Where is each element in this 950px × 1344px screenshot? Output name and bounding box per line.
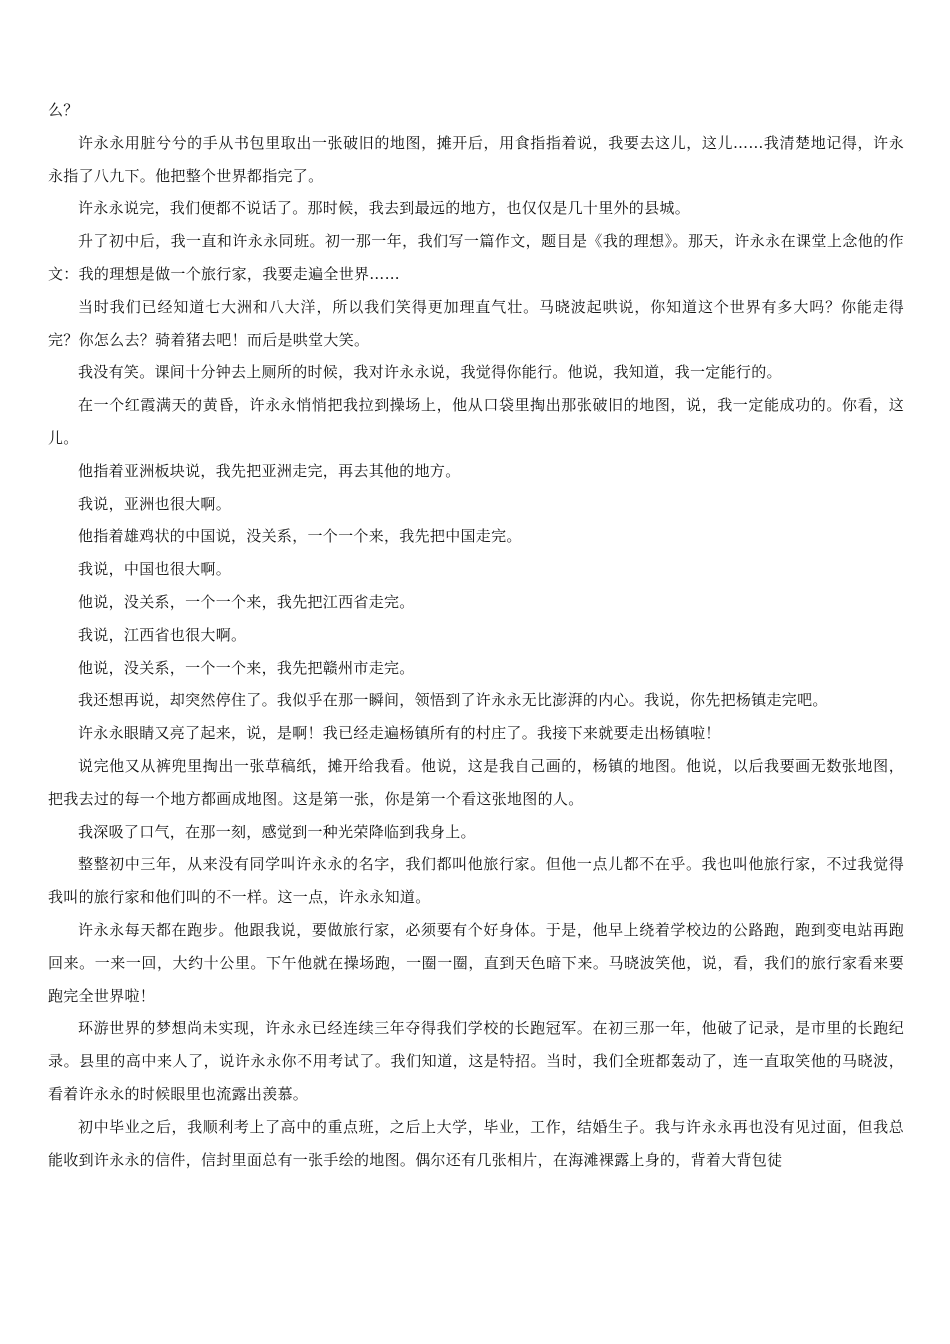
paragraph: 我说，江西省也很大啊。 <box>78 625 247 644</box>
paragraph: 他指着雄鸡状的中国说，没关系，一个一个来，我先把中国走完。 <box>78 527 522 546</box>
paragraph: 说完他又从裤兜里掏出一张草稿纸，摊开给我看。他说，这是我自己画的，杨镇的地图。他说，以后我要画无数张地图，把我去过的每一个地方都画成地图。这是第一张，你是第一个看这张地图的人。 <box>48 756 904 808</box>
paragraph: 我说，亚洲也很大啊。 <box>78 494 232 513</box>
paragraph: 在一个红霞满天的黄昏，许永永悄悄把我拉到操场上，他从口袋里掏出那张破旧的地图，说，我一定能成功的。你看，这儿。 <box>48 396 904 447</box>
paragraph: 我没有笑。课间十分钟去上厕所的时候，我对许永永说，我觉得你能行。他说，我知道，我一定能行的。 <box>78 363 782 382</box>
paragraph: 我深吸了口气，在那一刻，感觉到一种光荣降临到我身上。 <box>78 822 476 841</box>
paragraph: 许永永每天都在跑步。他跟我说，要做旅行家，必须要有个好身体。于是，他早上绕着学校边的公路跑，跑到变电站再跑回来。一来一回，大约十公里。下午他就在操场跑，一圈一圈，直到天色暗下来。马晓波笑他，说，看，我们的旅行家看来要跑完全世界啦！ <box>48 920 904 1005</box>
paragraph: 他指着亚洲板块说，我先把亚洲走完，再去其他的地方。 <box>78 461 461 480</box>
paragraph-continuation: 么？ <box>48 101 79 119</box>
paragraph: 初中毕业之后，我顺利考上了高中的重点班，之后上大学，毕业，工作，结婚生子。我与许永永再也没有见过面，但我总能收到许永永的信件，信封里面总有一张手绘的地图。偶尔还有几张相片，在海滩裸露上身的，背着大背包徒 <box>48 1117 904 1169</box>
paragraph: 许永永用脏兮兮的手从书包里取出一张破旧的地图，摊开后，用食指指着说，我要去这儿，这儿……我清楚地记得，许永永指了八九下。他把整个世界都指完了。 <box>48 133 904 185</box>
paragraph: 环游世界的梦想尚未实现，许永永已经连续三年夺得我们学校的长跑冠军。在初三那一年，他破了记录，是市里的长跑纪录。县里的高中来人了，说许永永你不用考试了。我们知道，这是特招。当时，我们全班都轰动了，连一直取笑他的马晓波，看着许永永的时候眼里也流露出羡慕。 <box>48 1019 904 1103</box>
paragraph: 整整初中三年，从来没有同学叫许永永的名字，我们都叫他旅行家。但他一点儿都不在乎。我也叫他旅行家，不过我觉得我叫的旅行家和他们叫的不一样。这一点，许永永知道。 <box>48 855 904 907</box>
document-body <box>48 94 904 1176</box>
paragraph: 他说，没关系，一个一个来，我先把赣州市走完。 <box>78 658 415 677</box>
paragraph: 他说，没关系，一个一个来，我先把江西省走完。 <box>78 592 415 611</box>
paragraph: 我还想再说，却突然停住了。我似乎在那一瞬间，领悟到了许永永无比澎湃的内心。我说，你先把杨镇走完吧。 <box>78 691 828 710</box>
paragraph: 升了初中后，我一直和许永永同班。初一那一年，我们写一篇作文，题目是《我的理想》。那天，许永永在课堂上念他的作文：我的理想是做一个旅行家，我要走遍全世界…… <box>48 232 904 283</box>
paragraph: 许永永说完，我们便都不说话了。那时候，我去到最远的地方，也仅仅是几十里外的县城。 <box>78 199 691 218</box>
paragraph: 许永永眼睛又亮了起来，说，是啊！我已经走遍杨镇所有的村庄了。我接下来就要走出杨镇啦！ <box>78 724 721 743</box>
paragraph: 当时我们已经知道七大洲和八大洋，所以我们笑得更加理直气壮。马晓波起哄说，你知道这个世界有多大吗？你能走得完？你怎么去？骑着猪去吧！而后是哄堂大笑。 <box>48 297 904 349</box>
paragraph: 我说，中国也很大啊。 <box>78 560 232 579</box>
